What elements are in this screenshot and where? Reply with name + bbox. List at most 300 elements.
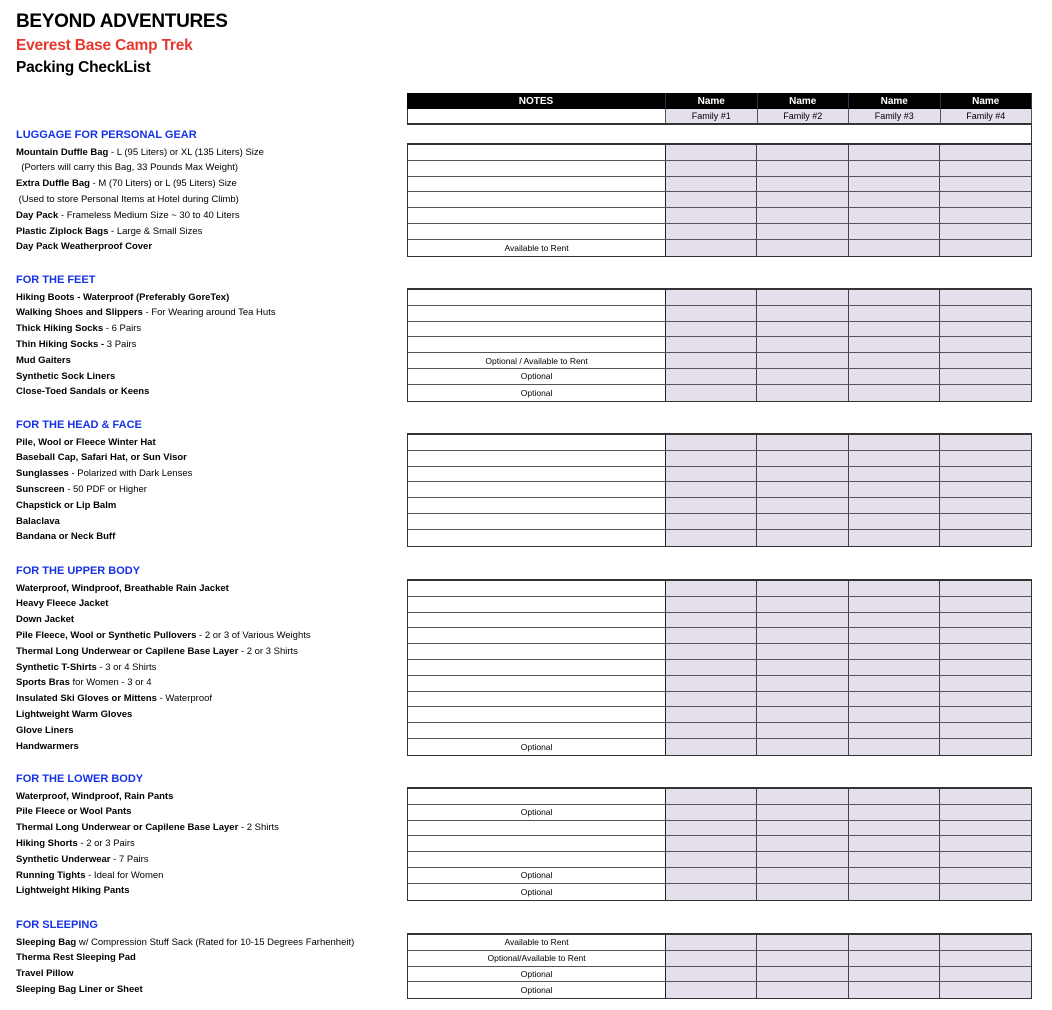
family-2-check-cell[interactable]: [757, 337, 848, 352]
family-4-check-cell[interactable]: [940, 498, 1031, 513]
family-3-check-cell[interactable]: [849, 935, 940, 950]
family-3-check-cell[interactable]: [849, 467, 940, 482]
family-4-check-cell[interactable]: [940, 451, 1031, 466]
checklist-grid: [407, 143, 1032, 257]
table-row: [408, 692, 1031, 708]
notes-cell[interactable]: [408, 306, 666, 321]
notes-cell[interactable]: [408, 676, 666, 691]
family-3-check-cell[interactable]: [849, 498, 940, 513]
family-3-check-cell[interactable]: [849, 852, 940, 867]
family-4-check-cell[interactable]: [940, 385, 1031, 401]
family-3-check-cell[interactable]: [849, 322, 940, 337]
item-label: [16, 531, 115, 543]
item-name: Pile Fleece, Wool or Synthetic Pullovers: [16, 629, 197, 641]
family-3-check-cell[interactable]: [849, 982, 940, 998]
family-1-check-cell[interactable]: [666, 224, 757, 239]
family-1-check-cell[interactable]: [666, 789, 757, 804]
family-1-check-cell[interactable]: [666, 581, 757, 596]
notes-cell[interactable]: [408, 530, 666, 546]
table-row: [408, 852, 1031, 868]
family-1-check-cell[interactable]: [666, 353, 757, 368]
item-label: [16, 677, 152, 689]
family-3-check-cell[interactable]: [849, 967, 940, 982]
item-label: [16, 339, 136, 351]
family-2-check-cell[interactable]: [757, 723, 848, 738]
item-label: [16, 693, 212, 705]
family-3-check-cell[interactable]: [849, 628, 940, 643]
item-detail: - M (70 Liters) or L (95 Liters) Size: [89, 178, 237, 190]
family-4-check-cell[interactable]: [940, 597, 1031, 612]
item-label: [16, 791, 173, 803]
family-4-check-cell[interactable]: [940, 660, 1031, 675]
family-3-check-cell[interactable]: [849, 789, 940, 804]
family-2-check-cell[interactable]: [757, 467, 848, 482]
family-2-check-cell[interactable]: [757, 435, 848, 450]
family-3-check-cell[interactable]: [849, 435, 940, 450]
family-1-check-cell[interactable]: [666, 290, 757, 305]
item-detail: - Polarized with Dark Lenses: [68, 468, 193, 480]
family-1-check-cell[interactable]: [666, 530, 757, 546]
family-1-check-cell[interactable]: [666, 644, 757, 659]
family-2-check-cell[interactable]: [757, 935, 848, 950]
family-4-check-cell[interactable]: [940, 208, 1031, 223]
family-2-check-cell[interactable]: [757, 514, 848, 529]
family-1-check-cell[interactable]: [666, 676, 757, 691]
notes-cell[interactable]: [408, 177, 666, 192]
table-header-row-families: [407, 109, 1032, 125]
family-3-check-cell[interactable]: [849, 224, 940, 239]
family-3-check-cell[interactable]: [849, 177, 940, 192]
item-name: Mountain Duffle Bag: [16, 146, 109, 158]
family-4-check-cell[interactable]: [940, 852, 1031, 867]
family-1-check-cell[interactable]: [666, 628, 757, 643]
family-1-check-cell[interactable]: [666, 322, 757, 337]
family-1-check-cell[interactable]: [666, 723, 757, 738]
document-title: Packing CheckList: [16, 59, 151, 76]
notes-cell[interactable]: [408, 451, 666, 466]
notes-cell[interactable]: [408, 192, 666, 207]
notes-cell[interactable]: [408, 852, 666, 867]
family-2-check-cell[interactable]: [757, 498, 848, 513]
family-4-check-cell[interactable]: [940, 868, 1031, 883]
family-3-check-cell[interactable]: [849, 482, 940, 497]
family-2-check-cell[interactable]: [757, 192, 848, 207]
notes-cell[interactable]: [408, 322, 666, 337]
family-4-check-cell[interactable]: [940, 353, 1031, 368]
family-3-check-cell[interactable]: [849, 369, 940, 384]
family-1-check-cell[interactable]: [666, 435, 757, 450]
family-3-check-cell[interactable]: [849, 884, 940, 900]
notes-cell[interactable]: [408, 597, 666, 612]
family-1-check-cell[interactable]: [666, 467, 757, 482]
notes-cell[interactable]: [408, 161, 666, 176]
item-name: Chapstick or Lip Balm: [16, 499, 117, 511]
notes-cell[interactable]: Available to Rent: [408, 240, 666, 256]
family-4-check-cell[interactable]: [940, 836, 1031, 851]
family-2-check-cell[interactable]: [757, 789, 848, 804]
family-2-check-cell[interactable]: [757, 613, 848, 628]
notes-cell[interactable]: Optional/Available to Rent: [408, 951, 666, 966]
notes-cell[interactable]: [408, 145, 666, 160]
family-4-check-cell[interactable]: [940, 628, 1031, 643]
item-label: [16, 147, 264, 159]
item-name: Hiking Shorts: [16, 837, 78, 849]
family-1-check-cell[interactable]: [666, 868, 757, 883]
table-row: [408, 322, 1031, 338]
family-3-check-cell[interactable]: [849, 145, 940, 160]
family-2-check-cell[interactable]: [757, 177, 848, 192]
notes-cell[interactable]: Optional: [408, 369, 666, 384]
family-4-check-cell[interactable]: [940, 676, 1031, 691]
family-2-check-cell[interactable]: [757, 581, 848, 596]
item-name: Heavy Fleece Jacket: [16, 598, 109, 610]
table-row: [408, 676, 1031, 692]
item-name: Synthetic Underwear: [16, 853, 111, 865]
family-2-check-cell[interactable]: [757, 385, 848, 401]
family-4-check-cell[interactable]: [940, 467, 1031, 482]
family-3-check-cell[interactable]: [849, 581, 940, 596]
item-label: [16, 178, 237, 190]
family-1-check-cell[interactable]: [666, 369, 757, 384]
item-name: Walking Shoes and Slippers: [16, 307, 143, 319]
family-1-check-cell[interactable]: [666, 145, 757, 160]
family-3-check-cell[interactable]: [849, 660, 940, 675]
table-row: [408, 514, 1031, 530]
family-3-check-cell[interactable]: [849, 723, 940, 738]
family-2-check-cell[interactable]: [757, 208, 848, 223]
family-1-check-cell[interactable]: [666, 692, 757, 707]
family-4-check-cell[interactable]: [940, 884, 1031, 900]
notes-cell[interactable]: [408, 789, 666, 804]
family-4-check-cell[interactable]: [940, 613, 1031, 628]
notes-cell[interactable]: [408, 498, 666, 513]
family-3-check-cell[interactable]: [849, 951, 940, 966]
family-1-check-cell[interactable]: [666, 385, 757, 401]
family-4-check-cell[interactable]: [940, 224, 1031, 239]
notes-cell[interactable]: [408, 581, 666, 596]
family-2-check-cell[interactable]: [757, 707, 848, 722]
family-3-check-cell[interactable]: [849, 805, 940, 820]
table-row: [408, 884, 1031, 900]
item-label: [16, 854, 149, 866]
family-3-check-cell[interactable]: [849, 240, 940, 256]
family-4-check-cell[interactable]: [940, 337, 1031, 352]
item-label: [16, 885, 129, 897]
table-row: [408, 290, 1031, 306]
family-2-check-cell[interactable]: [757, 369, 848, 384]
family-2-check-cell[interactable]: [757, 805, 848, 820]
family-1-check-cell[interactable]: [666, 208, 757, 223]
family-4-check-cell[interactable]: [940, 723, 1031, 738]
family-1-check-cell[interactable]: [666, 161, 757, 176]
family-1-check-cell[interactable]: [666, 306, 757, 321]
family-3-check-cell[interactable]: [849, 161, 940, 176]
family-4-check-cell[interactable]: [940, 935, 1031, 950]
notes-cell[interactable]: [408, 290, 666, 305]
item-detail: - For Wearing around Tea Huts: [142, 307, 276, 319]
notes-cell[interactable]: [408, 644, 666, 659]
notes-cell[interactable]: [408, 208, 666, 223]
notes-cell[interactable]: Available to Rent: [408, 935, 666, 950]
notes-cell[interactable]: Optional: [408, 805, 666, 820]
family-1-check-cell[interactable]: [666, 805, 757, 820]
family-4-check-cell[interactable]: [940, 739, 1031, 755]
table-row: [408, 613, 1031, 629]
family-4-check-cell[interactable]: [940, 192, 1031, 207]
family-4-check-cell[interactable]: [940, 435, 1031, 450]
family-4-check-cell[interactable]: [940, 514, 1031, 529]
family-1-check-cell[interactable]: [666, 597, 757, 612]
item-label: [16, 838, 135, 850]
item-label: [16, 452, 187, 464]
family-4-check-cell[interactable]: [940, 644, 1031, 659]
item-name: Thin Hiking Socks -: [16, 338, 105, 350]
family-1-check-cell[interactable]: [666, 613, 757, 628]
family-2-check-cell[interactable]: [757, 982, 848, 998]
notes-cell[interactable]: Optional: [408, 967, 666, 982]
family-3-check-cell[interactable]: [849, 836, 940, 851]
family-3-check-cell[interactable]: [849, 644, 940, 659]
family-1-check-cell[interactable]: [666, 884, 757, 900]
family-4-check-cell[interactable]: [940, 177, 1031, 192]
family-1-check-cell[interactable]: [666, 935, 757, 950]
family-1-check-cell[interactable]: [666, 498, 757, 513]
family-2-check-cell[interactable]: [757, 836, 848, 851]
trek-title: Everest Base Camp Trek: [16, 37, 193, 54]
family-3-check-cell[interactable]: [849, 676, 940, 691]
family-1-check-cell[interactable]: [666, 240, 757, 256]
family-3-name-header[interactable]: Name: [849, 93, 941, 109]
family-2-check-cell[interactable]: [757, 852, 848, 867]
family-3-check-cell[interactable]: [849, 739, 940, 755]
notes-cell[interactable]: [408, 723, 666, 738]
family-2-check-cell[interactable]: [757, 884, 848, 900]
table-row: [408, 451, 1031, 467]
table-row: [408, 581, 1031, 597]
family-1-check-cell[interactable]: [666, 337, 757, 352]
item-label: [16, 386, 149, 398]
family-3-check-cell[interactable]: [849, 707, 940, 722]
family-4-check-cell[interactable]: [940, 982, 1031, 998]
section-title: FOR THE LOWER BODY: [16, 773, 144, 785]
notes-cell[interactable]: [408, 224, 666, 239]
family-3-check-cell[interactable]: [849, 306, 940, 321]
family-2-check-cell[interactable]: [757, 306, 848, 321]
family-1-check-cell[interactable]: [666, 177, 757, 192]
family-1-check-cell[interactable]: [666, 451, 757, 466]
notes-cell[interactable]: [408, 514, 666, 529]
family-4-check-cell[interactable]: [940, 581, 1031, 596]
family-2-check-cell[interactable]: [757, 530, 848, 546]
notes-cell[interactable]: Optional: [408, 739, 666, 755]
family-1-check-cell[interactable]: [666, 707, 757, 722]
family-2-check-cell[interactable]: [757, 692, 848, 707]
family-2-check-cell[interactable]: [757, 240, 848, 256]
family-2-check-cell[interactable]: [757, 821, 848, 836]
family-3-check-cell[interactable]: [849, 192, 940, 207]
family-4-check-cell[interactable]: [940, 161, 1031, 176]
table-row: [408, 660, 1031, 676]
family-1-check-cell[interactable]: [666, 514, 757, 529]
table-row: [408, 482, 1031, 498]
family-4-check-cell[interactable]: [940, 145, 1031, 160]
family-1-check-cell[interactable]: [666, 951, 757, 966]
item-label: [16, 968, 74, 980]
family-2-check-cell[interactable]: [757, 224, 848, 239]
notes-cell[interactable]: [408, 613, 666, 628]
notes-cell[interactable]: [408, 467, 666, 482]
family-2-check-cell[interactable]: [757, 597, 848, 612]
family-4-check-cell[interactable]: [940, 240, 1031, 256]
notes-cell[interactable]: Optional: [408, 385, 666, 401]
notes-header-blank: [407, 109, 666, 123]
section-title: FOR THE FEET: [16, 274, 96, 286]
notes-cell[interactable]: Optional / Available to Rent: [408, 353, 666, 368]
item-name: Sunscreen: [16, 483, 65, 495]
family-3-check-cell[interactable]: [849, 514, 940, 529]
family-4-label: Family #4: [941, 109, 1033, 123]
family-2-check-cell[interactable]: [757, 145, 848, 160]
family-4-check-cell[interactable]: [940, 530, 1031, 546]
family-2-check-cell[interactable]: [757, 739, 848, 755]
family-4-check-cell[interactable]: [940, 967, 1031, 982]
item-name: Baseball Cap, Safari Hat, or Sun Visor: [16, 452, 187, 464]
item-label: [16, 725, 74, 737]
notes-cell[interactable]: [408, 337, 666, 352]
family-4-check-cell[interactable]: [940, 692, 1031, 707]
item-name: Handwarmers: [16, 740, 79, 752]
item-detail: w/ Compression Stuff Sack (Rated for 10-15 Degrees Farhenheit): [76, 936, 355, 948]
family-1-check-cell[interactable]: [666, 192, 757, 207]
family-4-check-cell[interactable]: [940, 482, 1031, 497]
item-label: [16, 984, 143, 996]
item-name: Day Pack Weatherproof Cover: [16, 241, 153, 253]
family-2-check-cell[interactable]: [757, 660, 848, 675]
family-1-name-header[interactable]: Name: [666, 93, 758, 109]
item-label: [16, 371, 115, 383]
table-row: [408, 805, 1031, 821]
family-4-name-header[interactable]: Name: [941, 93, 1033, 109]
table-row: [408, 789, 1031, 805]
family-4-check-cell[interactable]: [940, 789, 1031, 804]
notes-cell[interactable]: Optional: [408, 982, 666, 998]
item-label: [16, 630, 311, 642]
family-3-check-cell[interactable]: [849, 868, 940, 883]
table-row: [408, 644, 1031, 660]
table-row: [408, 306, 1031, 322]
item-label: [16, 241, 152, 253]
family-3-check-cell[interactable]: [849, 692, 940, 707]
item-name: Sleeping Bag Liner or Sheet: [16, 983, 143, 995]
notes-cell[interactable]: [408, 692, 666, 707]
item-detail: for Women - 3 or 4: [69, 677, 152, 689]
family-2-name-header[interactable]: Name: [758, 93, 850, 109]
item-detail: - Frameless Medium Size ~ 30 to 40 Liters: [58, 209, 240, 221]
family-4-check-cell[interactable]: [940, 821, 1031, 836]
item-name: Sports Bras: [16, 677, 70, 689]
family-1-check-cell[interactable]: [666, 739, 757, 755]
table-row: [408, 951, 1031, 967]
checklist-grid: [407, 933, 1032, 999]
family-2-check-cell[interactable]: [757, 628, 848, 643]
family-3-check-cell[interactable]: [849, 597, 940, 612]
notes-cell[interactable]: [408, 707, 666, 722]
notes-cell[interactable]: [408, 836, 666, 851]
family-2-check-cell[interactable]: [757, 644, 848, 659]
table-row: [408, 369, 1031, 385]
table-header-row-names: [407, 93, 1032, 109]
family-2-check-cell[interactable]: [757, 868, 848, 883]
item-label: [16, 500, 116, 512]
family-2-check-cell[interactable]: [757, 967, 848, 982]
family-2-check-cell[interactable]: [757, 322, 848, 337]
family-2-check-cell[interactable]: [757, 482, 848, 497]
family-1-check-cell[interactable]: [666, 836, 757, 851]
family-3-check-cell[interactable]: [849, 821, 940, 836]
notes-cell[interactable]: Optional: [408, 884, 666, 900]
family-3-check-cell[interactable]: [849, 385, 940, 401]
checklist-grid: [407, 433, 1032, 547]
family-4-check-cell[interactable]: [940, 805, 1031, 820]
notes-cell[interactable]: Optional: [408, 868, 666, 883]
family-1-check-cell[interactable]: [666, 660, 757, 675]
family-1-check-cell[interactable]: [666, 967, 757, 982]
notes-cell[interactable]: [408, 660, 666, 675]
family-1-check-cell[interactable]: [666, 821, 757, 836]
family-3-check-cell[interactable]: [849, 290, 940, 305]
table-row: [408, 967, 1031, 983]
family-1-check-cell[interactable]: [666, 482, 757, 497]
family-2-check-cell[interactable]: [757, 161, 848, 176]
family-2-check-cell[interactable]: [757, 951, 848, 966]
family-2-check-cell[interactable]: [757, 290, 848, 305]
notes-cell[interactable]: [408, 628, 666, 643]
family-4-check-cell[interactable]: [940, 290, 1031, 305]
notes-cell[interactable]: [408, 482, 666, 497]
item-label: [16, 806, 131, 818]
family-4-check-cell[interactable]: [940, 951, 1031, 966]
item-name: Day Pack: [16, 209, 59, 221]
family-4-check-cell[interactable]: [940, 306, 1031, 321]
notes-cell[interactable]: [408, 435, 666, 450]
family-2-check-cell[interactable]: [757, 451, 848, 466]
item-label: [16, 468, 192, 480]
item-label: [16, 598, 108, 610]
family-2-check-cell[interactable]: [757, 353, 848, 368]
family-3-check-cell[interactable]: [849, 208, 940, 223]
family-4-check-cell[interactable]: [940, 707, 1031, 722]
table-row: [408, 145, 1031, 161]
family-3-check-cell[interactable]: [849, 353, 940, 368]
item-name: Thermal Long Underwear or Capilene Base Layer: [16, 822, 239, 834]
family-2-check-cell[interactable]: [757, 676, 848, 691]
family-3-check-cell[interactable]: [849, 337, 940, 352]
item-label: [16, 614, 74, 626]
item-label: [16, 646, 298, 658]
item-label: [16, 484, 147, 496]
notes-cell[interactable]: [408, 821, 666, 836]
family-4-check-cell[interactable]: [940, 369, 1031, 384]
item-name: Plastic Ziplock Bags: [16, 225, 109, 237]
family-3-check-cell[interactable]: [849, 451, 940, 466]
family-1-check-cell[interactable]: [666, 852, 757, 867]
family-3-check-cell[interactable]: [849, 613, 940, 628]
item-name: Balaclava: [16, 515, 60, 527]
family-1-check-cell[interactable]: [666, 982, 757, 998]
family-3-check-cell[interactable]: [849, 530, 940, 546]
checklist-grid: [407, 787, 1032, 901]
family-4-check-cell[interactable]: [940, 322, 1031, 337]
